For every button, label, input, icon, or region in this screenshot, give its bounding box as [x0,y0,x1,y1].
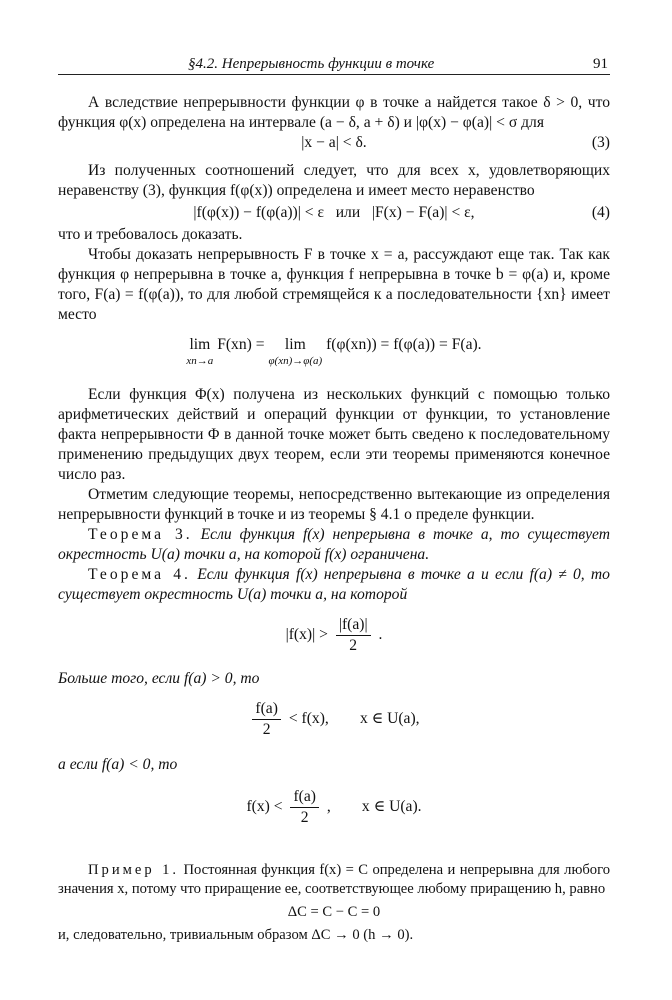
fraction [290,787,319,828]
page-number: 91 [593,56,608,72]
fraction [336,615,371,656]
example-1 [58,861,610,899]
example-text: Постоянная функция f(x) = C определена и непрерывна для любого значения x, потому что приращение ее, соответствующее любому приращению h, равно [58,862,610,897]
denominator: 2 [349,637,358,654]
paragraph: Отметим следующие теоремы, непосредственно вытекающие из определения непрерывности функций в точке и из теоремы § 4.1 о пределе функции. [58,486,610,523]
denominator: 2 [300,809,309,826]
equation-3 [58,133,610,153]
denominator: 2 [262,721,271,738]
paragraph: А вследствие непрерывности функции φ в точке a найдется такое δ > 0, что функция φ(x) определена на интервале (a − δ, a + δ) и |φ(x) − φ(a)| < σ для [58,94,610,131]
equation-abs [58,615,610,659]
lim-text: lim [284,336,306,353]
limit-operator [186,335,213,367]
theorem-4 [58,565,610,605]
equation-4 [58,203,610,223]
paragraph: Из полученных соотношений следует, что для всех x, удовлетворяющих неравенству (3), функция f(φ(x)) определена и имеет место неравенство [58,162,610,199]
paragraph: Больше того, если f(a) > 0, то [58,670,260,687]
equation-delta [58,903,610,922]
running-header [58,54,610,75]
paragraph: и, следовательно, тривиальным образом ΔC → 0 (h → 0). [58,927,414,943]
numerator: f(a) [290,787,319,808]
lim-subscript: xn→a [186,355,214,367]
equation-text: ΔC = C − C = 0 [287,904,381,920]
limit-equation [58,335,610,371]
paragraph: а если f(a) < 0, то [58,756,178,773]
equation-text: |f(φ(x)) − f(φ(a))| < ε или |F(x) − F(a)| < ε, [193,204,475,221]
numerator: |f(a)| [336,615,371,636]
equation-text: |x − a| < δ. [301,134,367,151]
theorem-3 [58,525,610,565]
equation-text: < f(x), x ∈ U(a), [288,710,420,728]
paragraph: Если функция Φ(x) получена из нескольких функций с помощью только арифметических действий и операций функции от функции, то установление факта непрерывности Φ в данной точке может быть сведено к последовательному применению предыдущих двух теорем, если эти теоремы применяются конечное число раз. [58,386,610,483]
paragraph: Чтобы доказать непрерывность F в точке x = a, рассуждают еще так. Так как функция φ непрерывна в точке a, функция f непрерывна в точке b = φ(a) и, кроме того, F(a) = f(φ(a)), то для любой стремящейся к a последовательности {xn} имеет место [58,246,610,323]
paragraph: что и требовалось доказать. [58,226,243,243]
limit-operator [268,335,322,367]
equation-text: f(φ(xn)) = f(φ(a)) = F(a). [326,336,482,353]
equation-text: F(xn) = [217,336,265,353]
theorem-label: Теорема 4. [88,566,191,583]
theorem-label: Теорема 3. [88,526,193,543]
lim-text: lim [189,336,211,353]
equation-number: (4) [591,204,610,221]
equation-negative [58,787,610,831]
numerator: f(a) [252,699,281,720]
equation-text: , x ∈ U(a). [326,798,422,816]
equation-text: |f(x)| > [285,626,328,644]
lim-subscript: φ(xn)→φ(a) [268,355,323,367]
example-label: Пример 1. [88,862,180,878]
section-title: §4.2. Непрерывность функции в точке [188,56,435,72]
page-body [58,93,610,945]
equation-positive [58,699,610,743]
equation-text: f(x) < [246,798,283,816]
theorem-text: Если функция f(x) непрерывна в точке a, то существует окрестность U(a) точки a, на которой f(x) ограничена. [58,526,610,563]
equation-number: (3) [591,134,610,151]
theorem-text: Если функция f(x) непрерывна в точке a и если f(a) ≠ 0, то существует окрестность U(a) точки a, на которой [58,566,610,603]
equation-text: . [378,626,383,644]
fraction [252,699,281,740]
